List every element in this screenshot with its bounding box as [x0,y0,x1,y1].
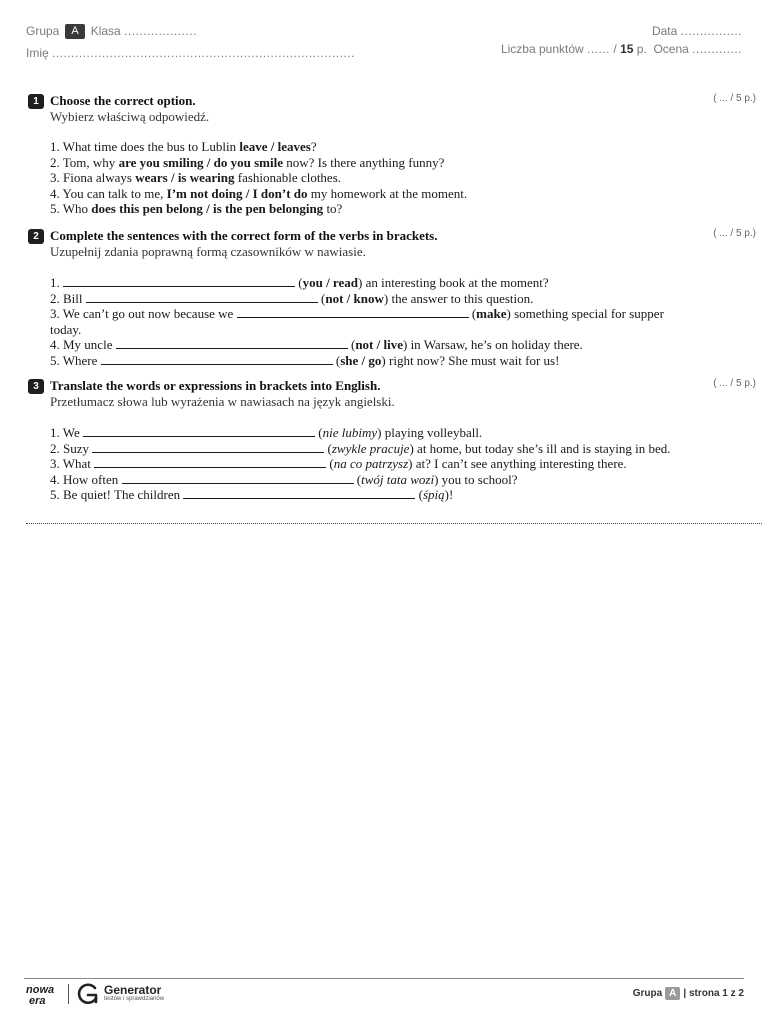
exercise-title: Choose the correct option. [50,93,196,108]
exercise-items [50,425,698,503]
answer-blank[interactable] [94,457,326,468]
grade-label: Ocena [653,42,689,56]
generator-subtitle: testów i sprawdzianów [104,996,165,1002]
answer-blank[interactable] [63,276,295,287]
answer-blank[interactable] [101,354,333,365]
exercise-item: 3. We can’t go out now because we (make) something special for supper today. [50,306,664,337]
option-choice[interactable]: does this pen belong / is the pen belonging [91,201,324,216]
exercise-item: 5. Where (she / go) right now? She must wait for us! [50,352,560,368]
footer-page-info [633,987,744,1000]
answer-blank[interactable] [86,292,318,303]
option-choice[interactable]: wears / is wearing [135,170,235,185]
group-badge: A [65,24,84,39]
exercise-1 [28,93,756,221]
cut-line-divider [26,523,762,524]
exercise-number-badge: 3 [28,379,44,394]
exercise-item: 4. You can talk to me, I’m not doing / I don’t do my homework at the moment. [50,185,468,201]
points-label: Liczba punktów [500,42,584,56]
exercise-3 [28,378,756,523]
exercise-number-badge: 2 [28,229,44,244]
class-label: Klasa [90,24,121,38]
exercise-subtitle: Przetłumacz słowa lub wyrażenia w nawiasach na język angielski. [50,394,395,409]
footer-divider [24,978,744,979]
page-number: | strona 1 z 2 [683,988,744,999]
points-separator: / [613,42,617,56]
exercise-item: 5. Be quiet! The children (śpią)! [50,487,454,502]
exercise-item: 1. We (nie lubimy) playing volleyball. [50,425,483,440]
exercise-2 [28,228,756,374]
option-choice[interactable]: are you smiling / do you smile [118,154,284,170]
exercise-item: 1. What time does the bus to Lublin leave / leaves? [50,139,317,154]
exercise-item: 4. My uncle (not / live) in Warsaw, he’s on holiday there. [50,337,583,352]
worksheet-header [26,22,742,66]
exercise-title: Translate the words or expressions in brackets into English. [50,378,381,393]
exercise-item: 3. What (na co patrzysz) at? I can’t see anything interesting there. [50,456,627,471]
exercise-item: 2. Bill (not / know) the answer to this question. [50,290,534,306]
exercise-points: ( ... / 5 p.) [713,378,756,389]
generator-title: Generator [104,983,162,997]
exercise-item: 5. Who does this pen belong / is the pen belonging to? [50,201,343,216]
points-max: 15 [620,42,634,56]
group-class-line [26,24,197,39]
date-label: Data [651,24,678,38]
option-choice[interactable]: I’m not doing / I don’t do [166,185,308,201]
logo-separator [68,984,69,1004]
exercise-items [50,275,698,368]
answer-blank[interactable] [92,442,324,453]
svg-text:nowa: nowa [26,984,55,996]
footer-group-label: Grupa [632,988,663,999]
date-field[interactable]: ................ [680,24,742,38]
svg-text:era: era [29,995,46,1007]
answer-blank[interactable] [122,473,354,484]
grade-field[interactable]: ............. [692,42,742,56]
exercise-number-badge: 1 [28,94,44,109]
points-grade-line [501,42,742,56]
name-line [26,46,355,60]
exercise-subtitle: Wybierz właściwą odpowiedź. [50,109,210,124]
points-unit: p. [636,42,647,56]
exercise-item: 2. Suzy (zwykle pracuje) at home, but today she’s ill and is staying in bed. [50,440,671,456]
class-field[interactable]: ................... [124,24,197,38]
nowa-era-logo [24,982,60,1008]
answer-blank[interactable] [83,426,315,437]
option-choice[interactable]: leave / leaves [239,139,311,154]
name-field[interactable]: ............................................................................... [52,46,355,60]
exercise-subtitle: Uzupełnij zdania poprawną formą czasowników w nawiasie. [50,244,366,259]
answer-blank[interactable] [116,338,348,349]
generator-logo-icon [76,982,100,1006]
exercise-points: ( ... / 5 p.) [713,228,756,239]
footer-group-badge: A [665,987,680,1000]
exercise-item: 1. (you / read) an interesting book at the moment? [50,275,549,290]
group-label: Grupa [26,24,60,38]
exercise-item: 2. Tom, why are you smiling / do you smile now? Is there anything funny? [50,154,445,170]
exercise-item: 3. Fiona always wears / is wearing fashionable clothes. [50,170,342,185]
name-label: Imię [26,46,49,60]
exercise-points: ( ... / 5 p.) [713,93,756,104]
exercise-title: Complete the sentences with the correct form of the verbs in brackets. [50,228,438,243]
exercise-items [50,139,698,217]
answer-blank[interactable] [237,307,469,318]
answer-blank[interactable] [183,488,415,499]
exercise-item: 4. How often (twój tata wozi) you to school? [50,471,518,487]
date-line [652,24,742,38]
points-field[interactable]: ...... [587,42,611,56]
